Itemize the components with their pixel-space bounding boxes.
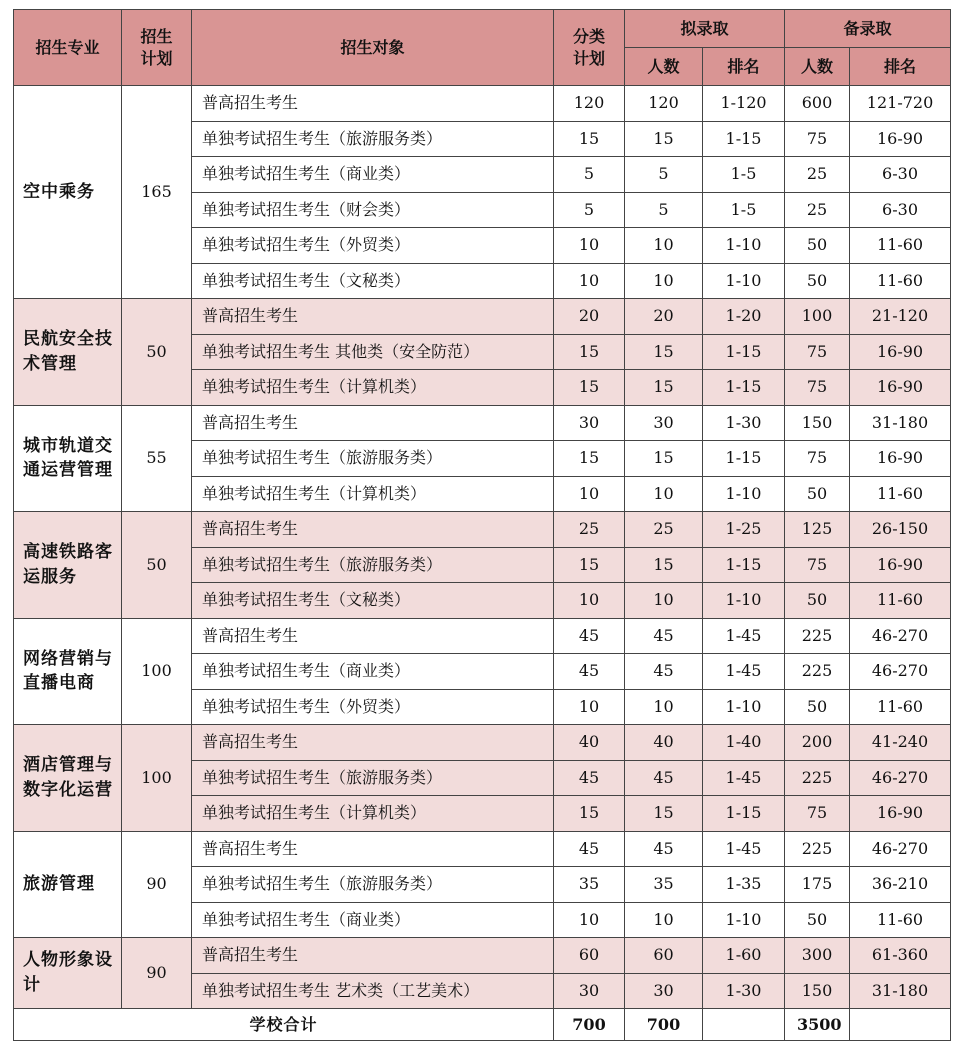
proposed-count-cell: 45: [625, 831, 703, 867]
reserve-count-cell: 150: [785, 973, 850, 1009]
proposed-rank-cell: 1-10: [703, 263, 785, 299]
category-plan-cell: 15: [554, 547, 625, 583]
table-row: [14, 938, 951, 974]
proposed-count-cell: 30: [625, 973, 703, 1009]
category-plan-cell: 25: [554, 512, 625, 548]
proposed-count-cell: 30: [625, 405, 703, 441]
reserve-count-cell: 100: [785, 299, 850, 335]
reserve-count-cell: 75: [785, 334, 850, 370]
proposed-count-cell: 10: [625, 228, 703, 264]
reserve-rank-cell: 46-270: [850, 654, 951, 690]
category-plan-cell: 45: [554, 654, 625, 690]
category-plan-cell: 10: [554, 689, 625, 725]
reserve-count-cell: 75: [785, 121, 850, 157]
category-plan-cell: 15: [554, 441, 625, 477]
header-major: 招生专业: [14, 10, 122, 86]
category-plan-cell: 20: [554, 299, 625, 335]
target-cell: 单独考试招生考生（旅游服务类）: [192, 547, 554, 583]
reserve-rank-cell: 21-120: [850, 299, 951, 335]
reserve-count-cell: 25: [785, 192, 850, 228]
target-cell: 普高招生考生: [192, 831, 554, 867]
reserve-rank-cell: 61-360: [850, 938, 951, 974]
major-plan-cell: 50: [122, 299, 192, 406]
proposed-count-cell: 5: [625, 157, 703, 193]
major-plan-cell: 100: [122, 618, 192, 725]
reserve-rank-cell: 121-720: [850, 86, 951, 122]
proposed-rank-cell: 1-25: [703, 512, 785, 548]
reserve-rank-cell: 46-270: [850, 831, 951, 867]
reserve-rank-cell: 46-270: [850, 618, 951, 654]
proposed-rank-cell: 1-45: [703, 831, 785, 867]
table-row: [14, 831, 951, 867]
category-plan-cell: 45: [554, 618, 625, 654]
header-target: 招生对象: [192, 10, 554, 86]
proposed-rank-cell: 1-30: [703, 405, 785, 441]
total-proposed-rank: [703, 1009, 785, 1041]
header-category-plan: 分类计划: [554, 10, 625, 86]
target-cell: 单独考试招生考生（财会类）: [192, 192, 554, 228]
proposed-rank-cell: 1-35: [703, 867, 785, 903]
header-reserve-count: 人数: [785, 48, 850, 86]
reserve-count-cell: 150: [785, 405, 850, 441]
reserve-rank-cell: 11-60: [850, 902, 951, 938]
reserve-count-cell: 50: [785, 476, 850, 512]
proposed-count-cell: 45: [625, 760, 703, 796]
total-proposed-count: 700: [625, 1009, 703, 1041]
reserve-rank-cell: 11-60: [850, 476, 951, 512]
header-reserve-admission: 备录取: [785, 10, 951, 48]
reserve-rank-cell: 36-210: [850, 867, 951, 903]
target-cell: 单独考试招生考生（计算机类）: [192, 370, 554, 406]
target-cell: 单独考试招生考生 其他类（安全防范）: [192, 334, 554, 370]
proposed-count-cell: 40: [625, 725, 703, 761]
target-cell: 单独考试招生考生（计算机类）: [192, 796, 554, 832]
reserve-count-cell: 175: [785, 867, 850, 903]
reserve-rank-cell: 11-60: [850, 583, 951, 619]
proposed-rank-cell: 1-120: [703, 86, 785, 122]
reserve-count-cell: 600: [785, 86, 850, 122]
proposed-count-cell: 10: [625, 476, 703, 512]
major-name-cell: 民航安全技术管理: [14, 299, 122, 406]
reserve-count-cell: 50: [785, 689, 850, 725]
proposed-rank-cell: 1-10: [703, 689, 785, 725]
category-plan-cell: 60: [554, 938, 625, 974]
proposed-rank-cell: 1-20: [703, 299, 785, 335]
proposed-count-cell: 25: [625, 512, 703, 548]
target-cell: 单独考试招生考生（文秘类）: [192, 583, 554, 619]
category-plan-cell: 15: [554, 370, 625, 406]
reserve-count-cell: 75: [785, 547, 850, 583]
total-reserve-count: 3500: [785, 1009, 850, 1041]
reserve-rank-cell: 11-60: [850, 263, 951, 299]
reserve-rank-cell: 46-270: [850, 760, 951, 796]
category-plan-cell: 15: [554, 796, 625, 832]
reserve-count-cell: 50: [785, 583, 850, 619]
proposed-count-cell: 15: [625, 121, 703, 157]
reserve-rank-cell: 6-30: [850, 157, 951, 193]
target-cell: 单独考试招生考生（商业类）: [192, 654, 554, 690]
reserve-rank-cell: 16-90: [850, 370, 951, 406]
table-row: [14, 512, 951, 548]
category-plan-cell: 5: [554, 157, 625, 193]
proposed-rank-cell: 1-15: [703, 441, 785, 477]
reserve-count-cell: 225: [785, 654, 850, 690]
reserve-count-cell: 75: [785, 441, 850, 477]
major-name-cell: 高速铁路客运服务: [14, 512, 122, 619]
major-plan-cell: 100: [122, 725, 192, 832]
major-plan-cell: 90: [122, 938, 192, 1009]
table-body: [14, 86, 951, 1041]
major-name-cell: 空中乘务: [14, 86, 122, 299]
reserve-count-cell: 225: [785, 760, 850, 796]
proposed-rank-cell: 1-5: [703, 157, 785, 193]
proposed-count-cell: 15: [625, 796, 703, 832]
target-cell: 单独考试招生考生（外贸类）: [192, 689, 554, 725]
proposed-count-cell: 45: [625, 654, 703, 690]
category-plan-cell: 45: [554, 760, 625, 796]
admission-plan-table: [13, 9, 951, 1041]
category-plan-cell: 10: [554, 583, 625, 619]
reserve-count-cell: 200: [785, 725, 850, 761]
category-plan-cell: 10: [554, 228, 625, 264]
header-proposed-rank: 排名: [703, 48, 785, 86]
proposed-rank-cell: 1-10: [703, 583, 785, 619]
category-plan-cell: 40: [554, 725, 625, 761]
proposed-rank-cell: 1-45: [703, 654, 785, 690]
table-row: [14, 86, 951, 122]
reserve-count-cell: 225: [785, 618, 850, 654]
major-name-cell: 酒店管理与数字化运营: [14, 725, 122, 832]
total-label: 学校合计: [14, 1009, 554, 1041]
proposed-rank-cell: 1-10: [703, 476, 785, 512]
target-cell: 普高招生考生: [192, 405, 554, 441]
table-header: [14, 10, 951, 86]
category-plan-cell: 45: [554, 831, 625, 867]
reserve-count-cell: 225: [785, 831, 850, 867]
major-plan-cell: 55: [122, 405, 192, 512]
proposed-count-cell: 10: [625, 263, 703, 299]
proposed-rank-cell: 1-30: [703, 973, 785, 1009]
category-plan-cell: 10: [554, 476, 625, 512]
proposed-rank-cell: 1-5: [703, 192, 785, 228]
target-cell: 单独考试招生考生（文秘类）: [192, 263, 554, 299]
target-cell: 单独考试招生考生 艺术类（工艺美术）: [192, 973, 554, 1009]
proposed-count-cell: 45: [625, 618, 703, 654]
proposed-rank-cell: 1-15: [703, 121, 785, 157]
proposed-count-cell: 15: [625, 441, 703, 477]
category-plan-cell: 15: [554, 121, 625, 157]
category-plan-cell: 35: [554, 867, 625, 903]
proposed-rank-cell: 1-45: [703, 618, 785, 654]
reserve-rank-cell: 26-150: [850, 512, 951, 548]
reserve-rank-cell: 31-180: [850, 973, 951, 1009]
proposed-count-cell: 120: [625, 86, 703, 122]
major-name-cell: 网络营销与直播电商: [14, 618, 122, 725]
target-cell: 普高招生考生: [192, 86, 554, 122]
major-name-cell: 旅游管理: [14, 831, 122, 938]
target-cell: 单独考试招生考生（旅游服务类）: [192, 121, 554, 157]
total-row: [14, 1009, 951, 1041]
reserve-rank-cell: 16-90: [850, 547, 951, 583]
proposed-count-cell: 20: [625, 299, 703, 335]
proposed-count-cell: 15: [625, 334, 703, 370]
reserve-rank-cell: 31-180: [850, 405, 951, 441]
proposed-rank-cell: 1-15: [703, 370, 785, 406]
target-cell: 普高招生考生: [192, 299, 554, 335]
reserve-rank-cell: 11-60: [850, 689, 951, 725]
category-plan-cell: 30: [554, 973, 625, 1009]
reserve-count-cell: 25: [785, 157, 850, 193]
proposed-count-cell: 15: [625, 547, 703, 583]
proposed-count-cell: 15: [625, 370, 703, 406]
major-plan-cell: 50: [122, 512, 192, 619]
reserve-count-cell: 50: [785, 263, 850, 299]
target-cell: 单独考试招生考生（旅游服务类）: [192, 441, 554, 477]
target-cell: 单独考试招生考生（旅游服务类）: [192, 760, 554, 796]
target-cell: 单独考试招生考生（外贸类）: [192, 228, 554, 264]
category-plan-cell: 120: [554, 86, 625, 122]
reserve-rank-cell: 11-60: [850, 228, 951, 264]
category-plan-cell: 5: [554, 192, 625, 228]
target-cell: 普高招生考生: [192, 512, 554, 548]
proposed-rank-cell: 1-40: [703, 725, 785, 761]
target-cell: 单独考试招生考生（商业类）: [192, 157, 554, 193]
header-plan: 招生计划: [122, 10, 192, 86]
reserve-rank-cell: 16-90: [850, 334, 951, 370]
target-cell: 单独考试招生考生（计算机类）: [192, 476, 554, 512]
proposed-rank-cell: 1-10: [703, 228, 785, 264]
table-row: [14, 618, 951, 654]
total-category-plan: 700: [554, 1009, 625, 1041]
proposed-count-cell: 35: [625, 867, 703, 903]
proposed-count-cell: 10: [625, 583, 703, 619]
major-plan-cell: 165: [122, 86, 192, 299]
reserve-count-cell: 75: [785, 370, 850, 406]
table-row: [14, 299, 951, 335]
target-cell: 单独考试招生考生（旅游服务类）: [192, 867, 554, 903]
target-cell: 普高招生考生: [192, 618, 554, 654]
header-reserve-rank: 排名: [850, 48, 951, 86]
reserve-rank-cell: 16-90: [850, 796, 951, 832]
header-proposed-admission: 拟录取: [625, 10, 785, 48]
proposed-rank-cell: 1-15: [703, 796, 785, 832]
major-plan-cell: 90: [122, 831, 192, 938]
category-plan-cell: 10: [554, 902, 625, 938]
reserve-count-cell: 50: [785, 228, 850, 264]
target-cell: 普高招生考生: [192, 725, 554, 761]
reserve-count-cell: 75: [785, 796, 850, 832]
target-cell: 普高招生考生: [192, 938, 554, 974]
table-row: [14, 405, 951, 441]
proposed-count-cell: 5: [625, 192, 703, 228]
header-proposed-count: 人数: [625, 48, 703, 86]
reserve-count-cell: 300: [785, 938, 850, 974]
reserve-count-cell: 50: [785, 902, 850, 938]
proposed-rank-cell: 1-10: [703, 902, 785, 938]
proposed-rank-cell: 1-15: [703, 334, 785, 370]
target-cell: 单独考试招生考生（商业类）: [192, 902, 554, 938]
table-row: [14, 725, 951, 761]
proposed-rank-cell: 1-60: [703, 938, 785, 974]
proposed-count-cell: 60: [625, 938, 703, 974]
major-name-cell: 城市轨道交通运营管理: [14, 405, 122, 512]
proposed-count-cell: 10: [625, 902, 703, 938]
reserve-rank-cell: 41-240: [850, 725, 951, 761]
reserve-rank-cell: 6-30: [850, 192, 951, 228]
major-name-cell: 人物形象设计: [14, 938, 122, 1009]
reserve-rank-cell: 16-90: [850, 441, 951, 477]
proposed-count-cell: 10: [625, 689, 703, 725]
proposed-rank-cell: 1-15: [703, 547, 785, 583]
reserve-count-cell: 125: [785, 512, 850, 548]
category-plan-cell: 30: [554, 405, 625, 441]
proposed-rank-cell: 1-45: [703, 760, 785, 796]
category-plan-cell: 10: [554, 263, 625, 299]
category-plan-cell: 15: [554, 334, 625, 370]
total-reserve-rank: [850, 1009, 951, 1041]
reserve-rank-cell: 16-90: [850, 121, 951, 157]
